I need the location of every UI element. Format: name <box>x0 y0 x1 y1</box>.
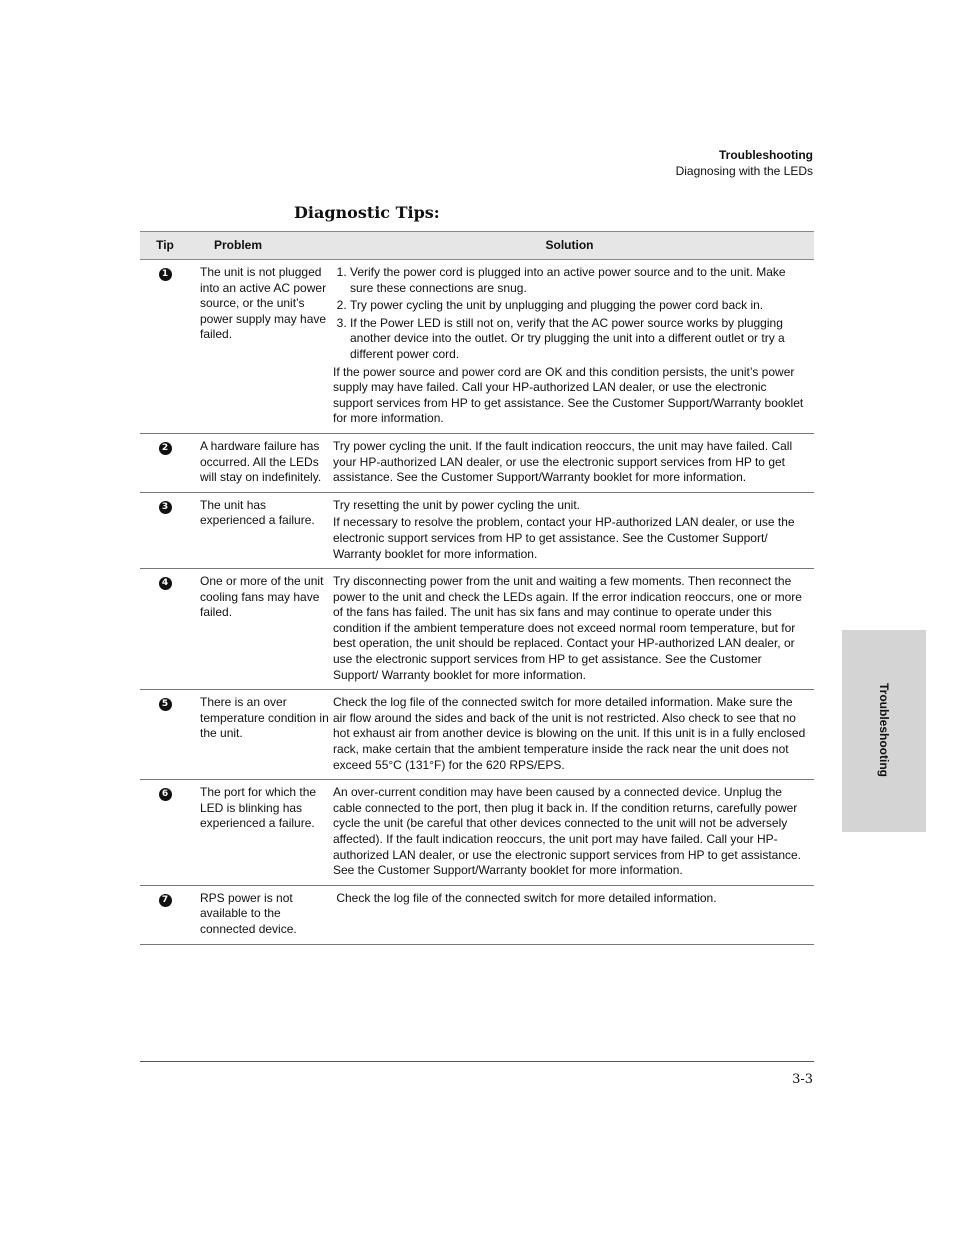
solution-paragraph: Try power cycling the unit. If the fault indication reoccurs, the unit may have failed. Call your HP-authorized LAN dealer, or use the electronic support services from HP to get assistance. See the Customer Support/Warranty booklet for more information. <box>333 438 793 485</box>
table-row <box>140 780 814 886</box>
running-header <box>676 147 813 179</box>
table-row <box>140 492 814 568</box>
page-number: 3-3 <box>792 1072 813 1087</box>
problem-cell: A hardware failure has occurred. All the LEDs will stay on indefinitely. <box>190 433 333 492</box>
column-header-tip: Tip <box>140 232 190 260</box>
solution-paragraph: Try disconnecting power from the unit and waiting a few moments. Then reconnect the power to the unit and check the LEDs again. If the error indication reoccurs, one or more of the fans has failed. The unit has six fans and may continue to operate under this condition if the ambient temperature does not exceed normal room temperature, but for best operation, the unit should be replaced. Contact your HP-authorized LAN dealer, or use the electronic support services from HP to get assistance. See the Customer Support/ Warranty booklet for more information. <box>333 574 802 682</box>
tip-cell <box>140 569 190 690</box>
header-subsection: Diagnosing with the LEDs <box>675 164 813 178</box>
tip-number-badge: 6 <box>159 788 172 801</box>
tip-cell <box>140 690 190 780</box>
solution-step: 3. If the Power LED is still not on, verify that the AC power source works by plugging another device into the outlet. Or try plugging the unit into a different outlet or try a different power cord. <box>350 316 806 363</box>
solution-paragraph: Check the log file of the connected switch for more detailed information. <box>333 890 717 905</box>
tip-number-badge: 1 <box>159 268 172 281</box>
solution-paragraph: Check the log file of the connected switch for more detailed information. Make sure the air flow around the sides and back of the unit is not restricted. Also check to see that no hot exhaust air from another device is blowing on the unit. If this unit is in a fully enclosed rack, make certain that the ambient temperature inside the rack near the unit does not exceed 55°C (131°F) for the 620 RPS/EPS. <box>333 695 806 772</box>
table-row <box>140 690 814 780</box>
table-header-row <box>140 232 814 260</box>
section-tab-label: Troubleshooting <box>877 683 891 777</box>
solution-cell <box>333 885 814 944</box>
section-tab <box>842 630 926 832</box>
table-row <box>140 569 814 690</box>
table-row <box>140 260 814 434</box>
solution-cell <box>333 569 814 690</box>
solution-step: 2. Try power cycling the unit by unplugging and plugging the power cord back in. <box>350 298 806 314</box>
tip-cell <box>140 885 190 944</box>
solution-paragraph: If the power source and power cord are OK and this condition persists, the unit’s power supply may have failed. Call your HP-authorized LAN dealer, or use the electronic support services from HP to get assistance. See the Customer Support/Warranty booklet for more information. <box>333 364 804 426</box>
tip-cell <box>140 433 190 492</box>
problem-cell: RPS power is not available to the connected device. <box>190 885 333 944</box>
problem-cell: The unit is not plugged into an active AC power source, or the unit’s power supply may have failed. <box>190 260 333 434</box>
tip-number-badge: 3 <box>159 501 172 514</box>
table-row <box>140 433 814 492</box>
tip-cell <box>140 492 190 568</box>
tip-number-badge: 7 <box>159 894 172 907</box>
footer-divider <box>140 1061 814 1062</box>
solution-cell <box>333 690 814 780</box>
solution-step: 1. Verify the power cord is plugged into an active power source and to the unit. Make sure these connections are snug. <box>350 265 806 296</box>
problem-cell: The port for which the LED is blinking has experienced a failure. <box>190 780 333 886</box>
tip-number-badge: 2 <box>159 442 172 455</box>
solution-paragraph: If necessary to resolve the problem, contact your HP-authorized LAN dealer, or use the electronic support services from HP to get assistance. See the Customer Support/ Warranty booklet for more information. <box>333 515 795 561</box>
solution-paragraph: An over-current condition may have been caused by a connected device. Unplug the cable connected to the port, then plug it back in. If the condition returns, carefully power cycle the unit (be careful that other devices connected to the unit will not be adversely affected). If the fault indication reoccurs, the unit port may have failed. Call your HP-authorized LAN dealer, or use the electronic support services from HP to get assistance. See the Customer Support/Warranty booklet for more information. <box>333 785 802 878</box>
column-header-solution: Solution <box>333 232 814 260</box>
page-title: Diagnostic Tips: <box>294 203 440 222</box>
header-section: Troubleshooting <box>719 148 813 162</box>
table-row <box>140 885 814 944</box>
tip-cell <box>140 260 190 434</box>
problem-cell: One or more of the unit cooling fans may have failed. <box>190 569 333 690</box>
solution-cell <box>333 260 814 434</box>
problem-cell: The unit has experienced a failure. <box>190 492 333 568</box>
problem-cell: There is an over temperature condition in the unit. <box>190 690 333 780</box>
column-header-problem: Problem <box>190 232 333 260</box>
solution-cell <box>333 433 814 492</box>
solution-cell <box>333 492 814 568</box>
solution-paragraph: Try resetting the unit by power cycling the unit. <box>333 497 581 512</box>
solution-cell <box>333 780 814 886</box>
tip-number-badge: 5 <box>159 698 172 711</box>
diagnostic-tips-table <box>140 231 814 945</box>
tip-number-badge: 4 <box>159 577 172 590</box>
table-body <box>140 260 814 945</box>
tip-cell <box>140 780 190 886</box>
solution-steps-list <box>333 265 806 363</box>
